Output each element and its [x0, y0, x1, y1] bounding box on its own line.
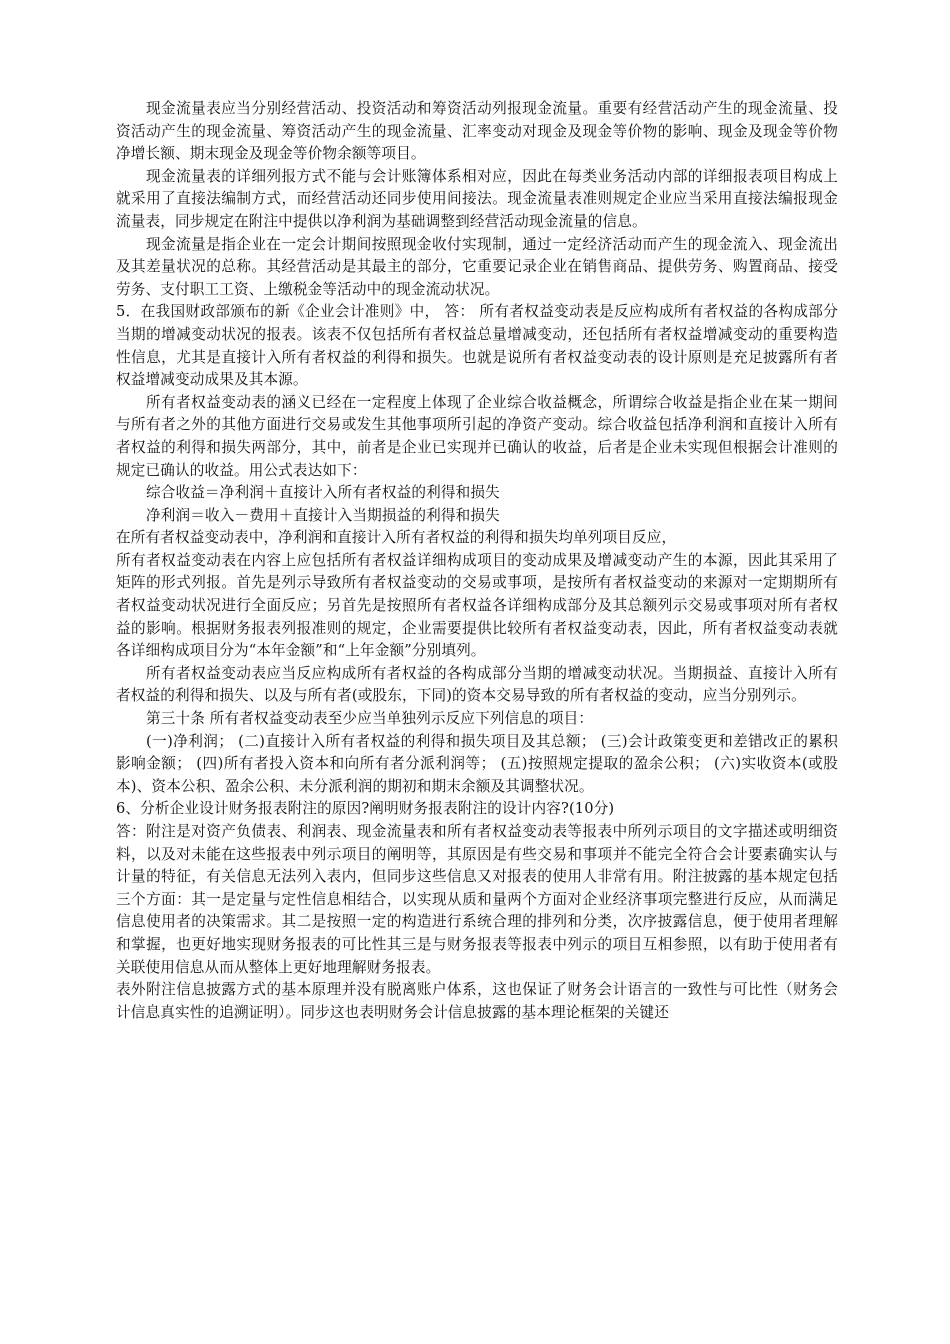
- paragraph-matrix-format: 所有者权益变动表在内容上应包括所有者权益详细构成项目的变动成果及增减变动产生的本源，因此其采用了矩阵的形式列报。首先是列示导致所有者权益变动的交易或事项，是按所有者权益变动的来源对一定期期所有者权益变动状况进行全面反应；另首先是按照所有者权益各详细构成部分及其总额列示交易或事项对所有者权益的影响。根据财务报表列报准则的规定，企业需要提供比较所有者权益变动表，因此，所有者权益变动表就各详细构成项目分为“本年金额”和“上年金额”分别填列。: [116, 551, 838, 660]
- formula-net-profit: 净利润＝收入－费用＋直接计入当期损益的利得和损失: [146, 506, 500, 524]
- paragraph-question-5: 5．在我国财政部颁布的新《企业会计准则》中， 答： 所有者权益变动表是反应构成所有者权益的各构成部分当期的增减变动状况的报表。该表不仅包括所有者权益总量增减变动，还包括所有者权益增减变动的重要构造性信息，尤其是直接计入所有者权益的利得和损失。也就是说所有者权益变动表的设计原则是充足披露所有者权益增减变动成果及其本源。: [116, 303, 838, 389]
- paragraph-question-6: 6、分析企业设计财务报表附注的原因?阐明财务报表附注的设计内容?(10分): [116, 800, 615, 818]
- paragraph-article-30: 第三十条 所有者权益变动表至少应当单独列示反应下列信息的项目：: [146, 710, 594, 728]
- paragraph-article-30-items: (一)净利润； (二)直接计入所有者权益的利得和损失项目及其总额； (三)会计政策变更和差错改正的累积影响金额； (四)所有者投入资本和向所有者分派利润等； (五)按照规定提取的盈余公积； (六)实收资本(或股本)、资本公积、盈余公积、未分派利润的期初和期末余额及其调整状况。: [116, 732, 838, 795]
- paragraph-single-items: 在所有者权益变动表中，净利润和直接计入所有者权益的利得和损失均单列项目反应，: [116, 529, 677, 547]
- paragraph-cash-flow-definition: 现金流量是指企业在一定会计期间按照现金收付实现制，通过一定经济活动而产生的现金流入、现金流出及其差量状况的总称。其经营活动是其最主的部分，它重要记录企业在销售商品、提供劳务、购置商品、接受劳务、支付职工工资、上缴税金等活动中的现金流动状况。: [116, 235, 838, 298]
- paragraph-direct-method: 现金流量表的详细列报方式不能与会计账簿体系相对应，因此在每类业务活动内部的详细报表项目构成上就采用了直接法编制方式，而经营活动还同步使用间接法。现金流量表准则规定企业应当采用直接法编报现金流量表，同步规定在附注中提供以净利润为基础调整到经营活动现金流量的信息。: [116, 167, 838, 230]
- document-page: [116, 98, 838, 1024]
- paragraph-off-balance-disclosure: 表外附注信息披露方式的基本原理并没有脱离账户体系，这也保证了财务会计语言的一致性与可比性（财务会计信息真实性的追溯证明）。同步这也表明财务会计信息披露的基本理论框架的关键还: [116, 981, 838, 1021]
- paragraph-cash-flow-classification: 现金流量表应当分别经营活动、投资活动和筹资活动列报现金流量。重要有经营活动产生的现金流量、投资活动产生的现金流量、筹资活动产生的现金流量、汇率变动对现金及现金等价物的影响、现金及现金等价物净增长额、期末现金及现金等价物余额等项目。: [116, 100, 838, 163]
- formula-comprehensive-income: 综合收益＝净利润＋直接计入所有者权益的利得和损失: [146, 484, 500, 502]
- paragraph-answer-6: 答：附注是对资产负债表、利润表、现金流量表和所有者权益变动表等报表中所列示项目的文字描述或明细资料，以及对未能在这些报表中列示项目的阐明等，其原因是有些交易和事项并不能完全符合会计要素确实认与计量的特征，有关信息无法列入表内，但同步这些信息又对报表的使用人非常有用。附注披露的基本规定包括三个方面：其一是定量与定性信息相结合，以实现从质和量两个方面对企业经济事项完整进行反应，从而满足信息使用者的决策需求。其二是按照一定的构造进行系统合理的排列和分类，次序披露信息，便于使用者理解和掌握，也更好地实现财务报表的可比性其三是与财务报表等报表中列示的项目互相参照，以有助于使用者有关联使用信息从而从整体上更好地理解财务报表。: [116, 823, 838, 976]
- paragraph-comprehensive-income: 所有者权益变动表的涵义已经在一定程度上体现了企业综合收益概念，所谓综合收益是指企业在某一期间与所有者之外的其他方面进行交易或发生其他事项所引起的净资产变动。综合收益包括净利润和直接计入所有者权益的利得和损失两部分，其中，前者是企业已实现并已确认的收益，后者是企业未实现但根据会计准则的规定已确认的收益。用公式表达如下：: [116, 393, 838, 479]
- paragraph-separate-listing: 所有者权益变动表应当反应构成所有者权益的各构成部分当期的增减变动状况。当期损益、直接计入所有者权益的利得和损失、以及与所有者(或股东，下同)的资本交易导致的所有者权益的变动，应当分别列示。: [116, 664, 838, 705]
